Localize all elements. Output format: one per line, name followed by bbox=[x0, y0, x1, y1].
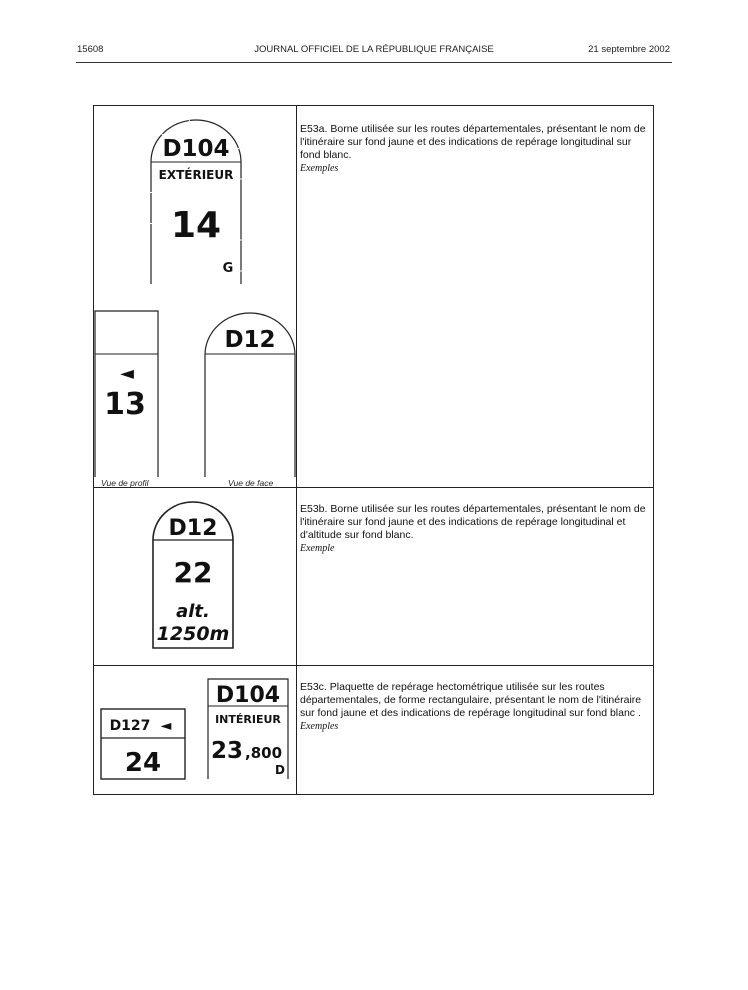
column-divider bbox=[296, 105, 297, 795]
arrow-left-icon: ◄ bbox=[160, 718, 172, 734]
row-e53c-description bbox=[300, 681, 652, 733]
e53a-text: E53a. Borne utilisée sur les routes départementales, présentant le nom de l'itinéraire sur fond jaune et des indications de repérage longitudinal sur fond blanc. bbox=[300, 123, 646, 161]
milestone-front-view-d12 bbox=[204, 313, 296, 478]
row-e53b-description bbox=[300, 503, 652, 555]
e53b-text: E53b. Borne utilisée sur les routes départementales, présentant le nom de l'itinéraire sur fond jaune et des indications de repérage longitudinal et d'altitude sur fond blanc. bbox=[300, 503, 646, 541]
plate-large-route-label: D104 bbox=[215, 683, 281, 708]
profile-pk-number: 13 bbox=[104, 387, 146, 422]
plate-d127 bbox=[100, 708, 186, 780]
journal-title: JOURNAL OFFICIEL DE LA RÉPUBLIQUE FRANÇAISE bbox=[254, 44, 494, 55]
issue-date: 21 septembre 2002 bbox=[588, 44, 670, 55]
header-rule bbox=[76, 62, 672, 63]
arrow-left-icon: ◄ bbox=[120, 363, 134, 384]
alt-value: 1250m bbox=[156, 623, 230, 645]
alt-sign-pk-number: 22 bbox=[173, 556, 213, 589]
milestone-profile-view bbox=[94, 310, 160, 478]
row-e53a-description bbox=[300, 123, 652, 175]
e53c-text: E53c. Plaquette de repérage hectométrique utilisée sur les routes départementales, de forme rectangulaire, présentant le nom de l'itinéraire sur fond jaune et des indications de repérage longitudinal sur fond blanc . bbox=[300, 681, 642, 719]
plate-large-pk-decimals: ,800 bbox=[245, 744, 283, 762]
plate-large-pk-main: 23 bbox=[211, 738, 244, 764]
e53b-examples-label: Exemple bbox=[300, 543, 335, 554]
page-number: 15608 bbox=[77, 44, 104, 55]
plate-d104-interieur bbox=[207, 678, 289, 780]
sign-side-letter: G bbox=[222, 261, 234, 276]
e53c-examples-label: Exemples bbox=[300, 721, 339, 732]
front-route-label: D12 bbox=[224, 327, 276, 353]
row-divider-2 bbox=[93, 665, 654, 666]
alt-label: alt. bbox=[176, 601, 210, 622]
sign-direction-label: EXTÉRIEUR bbox=[158, 168, 234, 182]
front-view-caption: Vue de face bbox=[228, 478, 274, 488]
plate-small-route-label: D127 bbox=[109, 718, 151, 734]
alt-sign-route-label: D12 bbox=[168, 516, 218, 541]
profile-view-caption: Vue de profil bbox=[101, 478, 149, 488]
plate-small-pk-number: 24 bbox=[124, 748, 162, 778]
sign-route-label: D104 bbox=[162, 136, 230, 162]
sign-pk-number: 14 bbox=[170, 205, 222, 246]
milestone-d104-exterieur bbox=[150, 120, 242, 285]
row-divider-1 bbox=[93, 487, 654, 488]
plate-large-direction-label: INTÉRIEUR bbox=[215, 713, 281, 726]
milestone-d12-altitude bbox=[150, 500, 236, 650]
plate-large-side-letter: D bbox=[275, 763, 285, 777]
e53a-examples-label: Exemples bbox=[300, 163, 339, 174]
